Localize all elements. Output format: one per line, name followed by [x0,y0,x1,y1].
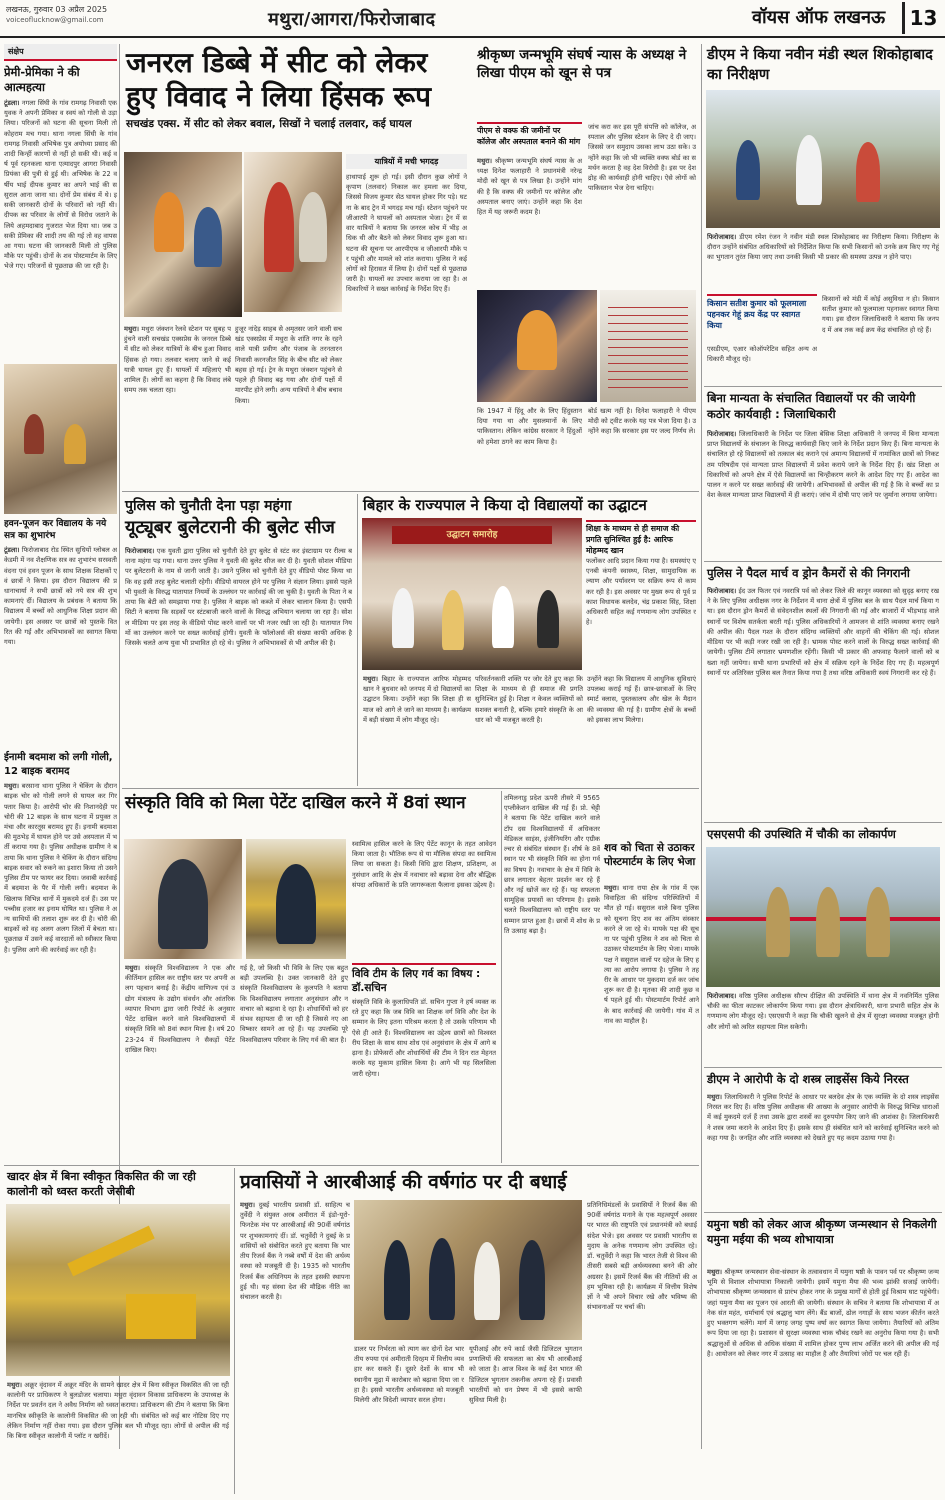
story-13-col-a: मथुरा। दुबई भारतीय प्रवासी डॉ. साहित्य चतुर्वेदी ने संयुक्त अरब अमीरात में इंडो-यूरो-फिनटेक मंच पर आरबीआई की 90वीं वर्षगांठ पर शुभकामनाएं दीं। डॉ. चतुर्वेदी ने दुबई के प्रवासियों को संबोधित करते हुए बताया कि भारतीय रिजर्व बैंक ने नब्बे वर्षों में देश की अर्थव्यवस्था को मजबूती दी है। 1935 को भारतीय रिजर्व बैंक अधिनियम के तहत इसकी स्थापना हुई थी। यह संस्था देश की मौद्रिक नीति का संचालन करती है। [240,1201,350,1301]
story-1-caption [346,154,467,169]
photo-figure [736,140,760,200]
story-5-dateline: फिरोजाबाद। [125,547,155,555]
edition-date: लखनऊ, गुरुवार 03 अप्रैल 2025 [6,5,108,14]
photo-figure [492,586,514,648]
photo-figure [519,1240,545,1320]
jcb-arm [67,1226,154,1277]
story-8-dateline: फिरोजाबाद। [707,992,737,1000]
story-10-col-a: तमिलनाडु प्रदेश ऊपरी तीसरे में 9565 एप्लीकेशन दाखिल की गई हैं। प्रो. चेट्टी ने बताया कि पेटेंट दाखिल करने वाले टॉप दस विश्वविद्यालयों में अधिकतर मेडिकल साइंस, इंजीनियरिंग और एग्रीकल्चर से संबंधित संस्थान हैं। शीर्ष के 8वें स्थान पर भी संस्कृति विवि का होना गर्व का विषय है। नवाचार के क्षेत्र में विवि के छात्र लगातार बेहतर प्रदर्शन कर रहे हैं और नई खोजें कर रहे हैं। यह सफलता सामूहिक प्रयासों का परिणाम है। इसके चलते विश्वविद्यालय को राष्ट्रीय स्तर पर सम्मान प्राप्त हुआ है। छात्रों में शोध के प्रति उत्साह बढ़ा है। [504,794,600,935]
story-3-body: फिरोजाबाद। डीएम रमेश रंजन ने नवीन मंडी स्थल शिकोहाबाद का निरीक्षण किया। निरीक्षण के दौरान उन्होंने संबंधित अधिकारियों को निर्देशित किया कि सभी किसानों को उनके क्रय किए गए गेहूं का भुगतान तुरंत किया जाए तथा उनकी किसी भी प्रकार की समस्या उत्पन्न न होने पाए। [707,233,939,262]
photo-figure [276,864,316,944]
story-9-headline: संस्कृति विवि को मिला पेटेंट दाखिल करने में 8वां स्थान [125,793,466,813]
story-14-headline: यमुना षष्ठी को लेकर आज श्रीकृष्ण जन्मस्थान से निकलेगी यमुना मईया की भव्य शोभायात्रा [707,1218,937,1247]
story-3-subhead: किसान सतीश कुमार को फूलमाला पहनकर गेहूं क्रय केंद्र पर स्वागत किया [707,294,817,332]
photo-figure [194,207,222,267]
photo-figure [442,590,464,650]
brief-3-body: मथुरा। बरसाना थाना पुलिस ने चेकिंग के दौरान बाइक चोर को गोली लगने से घायल कर गिरफ्तार किया है। आरोपी चोर की निशानदेही पर चोरी की 12 बाइक के साथ घटना में प्रयुक्त तमंचा और कारतूस बरामद हुए हैं। इनामी बदमाश की मुठभेड़ में घायल होने पर उसे अस्पताल में भर्ती कराया गया है। पुलिस अधीक्षक ग्रामीण ने बताया कि थाना पुलिस ने चेकिंग के दौरान संदिग्ध बाइक सवार को रुकने का इशारा किया तो उसने पुलिस टीम पर फायर कर दिया। जवाबी कार्रवाई में बदमाश के पैर में गोली लगी। बदमाश के खिलाफ विभिन्न थानों में मुकदमे दर्ज हैं। उस पर पच्चीस हजार का इनाम घोषित था। पुलिस ने अन्य साथियों की तलाश शुरू कर दी है। चोरी की बाइकों को वह अलग अलग जिलों में बेचता था। पूछताछ में उसने कई वारदातों को स्वीकार किया है। पुलिस आगे की कार्रवाई कर रही है। [4,782,117,954]
photo-figure [24,414,44,454]
story-9-sidebar-title: विवि टीम के लिए गर्व का विषय : डॉ.सचिन [352,963,496,995]
section-rule [704,1212,942,1213]
photo-figure [64,424,86,464]
story-11-body: मथुरा। जिलाधिकारी ने पुलिस रिपोर्ट के आधार पर बलदेव क्षेत्र के एक व्यक्ति के दो शस्त्र लाइसेंस निरस्त कर दिए हैं। वरिष्ठ पुलिस अधीक्षक की आख्या के अनुसार आरोपी के विरुद्ध विभिन्न धाराओं में कई मुकदमे दर्ज हैं तथा उसके द्वारा शस्त्रों का दुरुपयोग किए जाने की आशंका है। जिलाधिकारी ने शस्त्र जमा कराने के आदेश दिए हैं। इसके साथ ही संबंधित थाने को कार्रवाई सुनिश्चित करने को कहा गया है। जनहित और शांति व्यवस्था को देखते हुए यह कदम उठाया गया है। [707,1093,939,1142]
story-1-headline: जनरल डिब्बे में सीट को लेकर हुए विवाद ने लिया हिंसक रूप [126,46,432,114]
photo-figure [866,887,890,957]
story-2-dateline: मथुरा। [477,157,493,165]
letter-lines [608,300,688,392]
story-4-headline: बिना मान्यता के संचालित विद्यालयों पर की जायेगी कठोर कार्यवाही : जिलाधिकारी [707,391,916,421]
newspaper-brand: वॉयस ऑफ लखनऊ [752,7,886,28]
column-rule [234,1168,235,1494]
photo-figure [429,1238,455,1320]
brief-1-title: प्रेमी-प्रेमिका ने की आत्महत्या [4,65,80,94]
story-6-col-c: उन्होंने कहा कि विद्यालय में आधुनिक सुविधाएं उपलब्ध कराई गई हैं। छात्र-छात्राओं के लिए स्मार्ट क्लास, पुस्तकालय और खेल के मैदान की व्यवस्था की गई है। ग्रामीण क्षेत्रों के बच्चों को इसका लाभ मिलेगा। [587,675,696,724]
story-6-col-a: मथुरा। बिहार के राज्यपाल आरिफ मोहम्मद खान ने बुधवार को जनपद में दो विद्यालयों का उद्घाटन किया। उन्होंने कहा कि शिक्षा ही समाज को आगे ले जाने का माध्यम है। कार्यक्रम में बड़ी संख्या में लोग मौजूद रहे। [363,675,471,724]
story-4-body: फिरोजाबाद। जिलाधिकारी के निर्देश पर जिला बेसिक शिक्षा अधिकारी ने जनपद में बिना मान्यता प्राप्त विद्यालयों के संचालन के विरुद्ध कार्यवाही किए जाने के निर्देश प्रदान किए हैं। बिना मान्यता के संचालित हो रहे विद्यालयों को तत्काल बंद कराने एवं अमान्य विद्यालयों में नामांकित छात्रों को निकटतम परिषदीय एवं मान्यता प्राप्त विद्यालयों में प्रवेश कराये जाने के निर्देश दिए हैं। खंड शिक्षा अधिकारियों को अपने क्षेत्र में ऐसे विद्यालयों का चिन्हीकरण करने के आदेश दिए गए हैं। आदेश का पालन न करने पर सख्त कार्रवाई की जायेगी। अभिभावकों से अपील की गई है कि वे बच्चों का प्रवेश केवल मान्यता प्राप्त विद्यालयों में ही कराएं। जांच में दोषी पाए जाने पर जुर्माना लगाया जायेगा। [707,430,939,500]
story-1-right-text: हाथापाई शुरू हो गई। इसी दौरान कुछ लोगों ने कृपाण (तलवार) निकाल कर हमला कर दिया, जिससे विजय कुमार सेठ घायल होकर गिर पड़े। घटना के बाद ट्रेन में भगदड़ मच गई। स्टेशन पहुंचने पर जीआरपी ने घायलों को अस्पताल भेजा। ट्रेन में सवार यात्रियों ने बताया कि जनरल कोच में भीड़ अधिक थी और बैठने को लेकर विवाद शुरू हुआ था। घटना की सूचना पर आरपीएफ व जीआरपी मौके पर पहुंची और मामले को शांत कराया। पुलिस ने कई लोगों को हिरासत में लिया है। दोनों पक्षों से पूछताछ जारी है। घायलों का उपचार कराया जा रहा है। अधिकारियों ने सख्त कार्रवाई के निर्देश दिए हैं। [346,173,467,294]
story-9-col-b: गई है, जो किसी भी विवि के लिए एक बहुत बड़ी उपलब्धि है। उक्त जानकारी देते हुए संस्कृति विश्वविद्यालय के कुलपति ने बताया कि विश्वविद्यालय लगातार अनुसंधान और नवाचार को बढ़ावा दे रहा है। शोधार्थियों को हर संभव सहायता दी जा रही है जिससे नए आविष्कार सामने आ रहे हैं। यह उपलब्धि पूरे विश्वविद्यालय परिवार के लिए गर्व की बात है। [240,964,348,1044]
story-1-caption-text: यात्रियों में मची भगदड़ [374,157,439,166]
story-1-photo-main [124,152,242,317]
story-3-photo [706,90,940,228]
story-1-subhead: सचखंड एक्स. में सीट को लेकर बवाल, सिखों ने चलाई तलवार, कई घायल [126,118,412,131]
story-13-col-d: प्रतिनिधिमंडलों के प्रवासियों ने रिजर्व बैंक की 90वीं वर्षगांठ मनाने के एक महत्वपूर्ण अवसर पर भारत की राष्ट्रपति एवं प्रधानमंत्री को बधाई संदेश भेजे। इस अवसर पर प्रवासी भारतीय समुदाय के अनेक गणमान्य लोग उपस्थित रहे। डॉ. चतुर्वेदी ने कहा कि भारत तेजी से विश्व की तीसरी सबसे बड़ी अर्थव्यवस्था बनने की ओर अग्रसर है। इसमें रिजर्व बैंक की नीतियों की अहम भूमिका रही है। कार्यक्रम में वित्तीय विशेषज्ञों ने भी अपने विचार रखे और भविष्य की संभावनाओं पर चर्चा की। [587,1201,697,1312]
story-6-side: फलोंकर आदि प्रदान किया गया है। समस्यांए एएनबी कंपनी स्वास्थ्य, शिक्षा, सामुदायिक कल्याण और पर्यावरण पर सक्रिय रूप से काम कर रही है। इस अवसर पर मुख्य रूप से पूर्व प्रकाश विधायक बलदेव, चंद्र प्रकाश सिंह, शिक्षा अधिकारी सहित कई गणमान्य लोग उपस्थित रहे। [586,557,696,627]
story-9-dateline: मथुरा। [125,964,141,972]
photo-figure [766,887,790,957]
story-7-body: फिरोजाबाद। ईद उल फितर एवं नवरात्रि पर्व को लेकर जिले की कानून व्यवस्था को सुदृढ़ बनाए रखने के लिए पुलिस अधीक्षक नगर के निर्देशन में थाना क्षेत्रों में पुलिस बल के साथ पैदल मार्च किया गया। इस दौरान ड्रोन कैमरों से संवेदनशील स्थलों की निगरानी की गई और बाजारों में भीड़भाड़ वाले स्थानों पर विशेष सतर्कता बरती गई। पुलिस अधिकारियों ने आमजन से शांति व्यवस्था बनाए रखने की अपील की। पैदल गश्त के दौरान संदिग्ध व्यक्तियों और वाहनों की चेकिंग की गई। सोशल मीडिया पर भी कड़ी नजर रखी जा रही है। भ्रामक पोस्ट करने वालों के विरुद्ध सख्त कार्रवाई की जायेगी। पुलिस टीमें लगातार भ्रमणशील रहेंगी। किसी भी प्रकार की अफवाह फैलाने वालों को बख्शा नहीं जायेगा। सभी थाना प्रभारियों को क्षेत्र में सक्रिय रहने के निर्देश दिए गए हैं। महत्वपूर्ण स्थानों पर अतिरिक्त पुलिस बल तैनात किया गया है तथा वरिष्ठ अधिकारी स्वयं निगरानी कर रहे हैं। [707,587,939,677]
story-2-col-d: बोर्ड खत्म नहीं है। दिनेश फलाहारी ने पीएम मोदी को ट्वीट करके यह पत्र भेजा दिया है। उन्होंने कहा कि सरकार इस पर जल्द निर्णय ले। [588,407,696,436]
photo-figure [816,887,840,957]
story-3-body-c: एसडीएम, एआर कोऑपरेटिव सहित अन्य अधिकारी मौजूद रहे। [707,345,817,364]
story-arms-license [704,1070,942,1210]
photo-figure [856,142,880,202]
section-rule [704,1067,942,1068]
story-rbi-anniversary [237,1168,699,1496]
section-rule [4,1165,699,1166]
story-illegal-colony [4,1168,232,1496]
column-rule [701,44,702,1449]
story-governor-schools [360,494,699,786]
story-postmortem [504,791,699,1163]
story-6-headline: बिहार के राज्यपाल ने किया दो विद्यालयों का उद्घाटन [363,496,647,514]
story-2-col-b: जांच करा कर इस पूरी संपत्ति को कॉलेज, अस्पताल और पुलिस स्टेशन के लिए दे दी जाए। जिससे जन समुदाय उसका लाभ उठा सके। उन्होंने कहा कि जो भी व्यक्ति वक्फ बोर्ड का समर्थन करता है वह देश विरोधी है। इस पर देशद्रोह की कार्यवाही होनी चाहिए। ऐसे लोगों को पाकिस्तान भेज देना चाहिए। [588,123,696,193]
story-8-headline: एसएसपी की उपस्थिति में चौकी का लोकार्पण [707,827,896,841]
photo-figure [474,1242,500,1320]
section-rule [122,491,699,492]
story-11-headline: डीएम ने आरोपी के दो शस्त्र लाइसेंस किये निरस्त [707,1072,909,1086]
story-blood-letter [474,44,699,489]
jcb-body [126,1294,196,1339]
story-6-col-b: परिवर्तनकारी शक्ति पर जोर देते हुए कहा कि शिक्षा के माध्यम से ही समाज की प्रगति सुनिश्चित हुई है। शिक्षा न केवल व्यक्तियों को सशक्त बनाती है, बल्कि हमारे संस्कृति के आधार को भी मजबूत करती है। [475,675,583,724]
story-4-dateline: फिरोजाबाद। [707,430,737,438]
story-12-dateline: मथुरा। [7,1381,23,1389]
story-7-headline: पुलिस ने पैदल मार्च व ड्रोन कैमरों से की निगरानी [707,566,910,580]
story-1-col-a: मथुरा। मथुरा जंक्शन रेलवे स्टेशन पर सुबह पहुंचने वाली सचखंड एक्सप्रेस के जनरल डिब्बे में सीट को लेकर यात्रियों के बीच हुआ विवाद हिंसक हो गया। तलवार चलाए जाने से कई यात्री घायल हुए हैं। घायलों में महिलाएं भी शामिल हैं। लोगों का कहना है कि विवाद लंबे समय तक चलता रहा। [124,325,231,395]
story-2-letter-photo [600,290,696,402]
brief-3-title: ईनामी बदमाश को लगी गोली, 12 बाइक बरामद [4,752,113,777]
story-12-photo [6,1204,230,1376]
photo-figure [517,310,557,370]
brief-1-dateline: टूंडला। [4,98,20,107]
story-9-photo-b [246,839,346,959]
story-5-body: फिरोजाबाद। एक युवती द्वारा पुलिस को चुनौती देते हुए बुलेट से स्टंट कर इंस्टाग्राम पर रील्स बनाना महंगा पड़ गया। थाना उत्तर पुलिस ने युवती की बुलेट सीज कर दी है। युवती सोशल मीडिया पर बुलेटरानी के नाम से जानी जाती है। उसने पुलिस को चुनौती देते हुए वीडियो पोस्ट किया था कि वह इसी तरह बुलेट चलाती रहेगी। वीडियो वायरल होने पर पुलिस ने संज्ञान लिया। इससे पहले भी युवती के विरुद्ध यातायात नियमों के उल्लंघन पर कार्रवाई की जा चुकी है। युवती के पिता ने बताया कि बेटी को समझाया गया है। पुलिस ने बाइक को कब्जे में लेकर चालान किया है। एसपी सिटी ने बताया कि सड़कों पर स्टंटबाजी करने वालों के विरुद्ध अभियान चलाया जा रहा है। सोशल मीडिया पर इस तरह के वीडियो पोस्ट करने वालों पर भी नजर रखी जा रही है। यातायात नियमों का उल्लंघन करने पर सख्त कार्रवाई होगी। युवती के फॉलोअर्स की संख्या काफी अधिक है जिसके चलते अन्य युवा भी प्रभावित हो रहे थे। पुलिस ने अभिभावकों से भी अपील की है। [125,547,352,647]
story-13-col-b: डालर पर निर्भरता को त्याग कर दोनों देश भारतीय रुपया एवं अमीराती दिरहम में वित्तीय व्यवहार कर सकते हैं। दूसरे देशों के साथ भी स्थानीय मुद्रा में कारोबार को बढ़ावा दिया जा रहा है। इससे भारतीय अर्थव्यवस्था को मजबूती मिलेगी और विदेशी व्यापार सरल होगा। [354,1345,464,1405]
story-8-body: फिरोजाबाद। वरिष्ठ पुलिस अधीक्षक सौरभ दीक्षित की उपस्थिति में थाना क्षेत्र में नवनिर्मित पुलिस चौकी का फीता काटकर लोकार्पण किया गया। इस दौरान क्षेत्राधिकारी, थाना प्रभारी सहित क्षेत्र के गणमान्य लोग मौजूद रहे। एसएसपी ने कहा कि चौकी खुलने से क्षेत्र में सुरक्षा व्यवस्था मजबूत होगी और लोगों को त्वरित सहायता मिल सकेगी। [707,992,939,1031]
city-section-title: मथुरा/आगरा/फिरोजाबाद [268,9,436,30]
story-dm-mandi [704,44,942,384]
story-2-portrait [477,290,597,402]
brief-2-title: हवन-पूजन कर विद्यालय के नये सत्र का शुभारंभ [4,518,107,542]
briefs-section-tag: संक्षेप [4,44,117,61]
story-3-headline: डीएम ने किया नवीन मंडी स्थल शिकोहाबाद का निरीक्षण [707,47,933,83]
section-rule [122,788,699,789]
edition-email: voiceoflucknow@gmail.com [6,16,104,24]
story-13-dateline: मथुरा। [240,1201,256,1209]
story-14-dateline: मथुरा। [707,1268,723,1276]
story-13-col-c: यूपीआई और रुपे कार्ड जैसी डिजिटल भुगतान प्रणालियों की सफलता का श्रेय भी आरबीआई को जाता है। आज विश्व के कई देश भारत की डिजिटल भुगतान तकनीक अपना रहे हैं। प्रवासी भारतीयों को धन प्रेषण में भी इससे काफी सुविधा मिली है। [469,1345,582,1405]
story-9-col-c: स्वामित्व हासिल करने के लिए पेटेंट कानून के तहत आवेदन किया जाता है। भौतिक रूप से या मौलिक संपदा का स्वामित्व लिया जा सकता है। किसी विधि द्वारा शिक्षण, प्रशिक्षण, अनुसंधान आदि के क्षेत्र में नवाचार को बढ़ावा देना और बौद्धिक संपदा अधिकारों के प्रति जागरूकता फैलाना इसका उद्देश्य है। [352,840,496,889]
brief-1-body: टूंडला। नगला सिंघी के गांव रामगढ़ निवासी एक युवक ने अपनी प्रेमिका व स्वयं को गोली से उड़ा लिया। परिजनों को घटना की सूचना मिली तो कोहराम मच गया। थाना नगला सिंघी के गांव रामगढ़ निवासी अभिषेक पुत्र अयोध्या प्रसाद की शादी किन्हीं कारणों से नहीं हो सकी थी। कई वर्ष पूर्व रहनकला थाना एत्मादपुर आगरा निवासी प्रियंका की पुत्री से हुई थी। अभिषेक के 22 वर्षीय भाई दीपक कुमार का अपने भाई की ससुराल आना जाना था। दोनों प्रेम संबंध में थे। इसकी जानकारी दोनों के परिवारों को नहीं थी। दीपक का परिवार के लोगों से विरोध जताने के लिये अहमदाबाद गुजरात भेज दिया था। जब उसकी प्रेमिका की शादी तय की गई तो वह वापस आ गया। घटना की जानकारी मिली तो पुलिस मौके पर पहुंची। दोनों के शव पोस्टमार्टम के लिए भेजे गए। परिजनों से पूछताछ की जा रही है। [4,98,117,271]
brief-2-body: टूंडला। फिरोजाबाद रोड स्थित सुधियों ग्लोबल अकेडमी में नव शैक्षणिक सत्र का शुभारंभ सरस्वती वंदना एवं हवन पूजन के साथ शिक्षक शिक्षकों एवं छात्रों ने किया। इस दौरान विद्यालय की प्रधानाचार्या ने सभी छात्रों को नये सत्र की शुभकामनाएं दीं। विद्यालय के प्रबंधक ने बताया कि विद्यालय में बच्चों को आधुनिक शिक्षा प्रदान की जायेगी। इस अवसर पर छात्रों को पुस्तकें वितरित की गईं और अभिभावकों का स्वागत किया गया। [4,546,117,647]
brief-3-dateline: मथुरा। [4,782,20,791]
story-police-post [704,825,942,1065]
story-12-body: मथुरा। अक्रूर वृंदावन में अक्रूर मंदिर के सामने खादर क्षेत्र में बिना स्वीकृत विकसित की जा रही कालोनी पर प्राधिकरण ने बुलडोजर चलाया। मथुरा वृंदावन विकास प्राधिकरण के उपाध्यक्ष के निर्देश पर प्रवर्तन दल ने अवैध निर्माण को ध्वस्त कराया। प्राधिकरण की टीम ने बताया कि बिना मानचित्र स्वीकृति के कालोनी विकसित की जा रही थी। संबंधित को कई बार नोटिस दिए गए लेकिन निर्माण नहीं रोका गया। इस दौरान पुलिस बल भी मौजूद रहा। लोगों से अपील की गई कि बिना स्वीकृत कालोनी में प्लॉट न खरीदें। [7,1381,229,1441]
story-7-dateline: फिरोजाबाद। [707,587,737,595]
story-6-subhead: शिक्षा के माध्यम से ही समाज की प्रगति सुनिश्चित हुई है: आरिफ मोहम्मद खान [586,520,696,557]
story-police-march [704,564,942,819]
photo-figure [154,192,184,252]
story-14-body: मथुरा। श्रीकृष्ण जन्मस्थान सेवा-संस्थान के तत्वावधान में यमुना षष्ठी के पावन पर्व पर श्रीकृष्ण जन्मभूमि से विशाल शोभायात्रा निकाली जायेगी। इसमें यमुना मैया की भव्य झांकी सजाई जायेगी। शोभायात्रा श्रीकृष्ण जन्मस्थान से प्रारंभ होकर नगर के प्रमुख मार्गों से होती हुई विश्राम घाट पहुंचेगी। जहां यमुना मैया का पूजन एवं आरती की जायेगी। संस्थान के सचिव ने बताया कि शोभायात्रा में अनेक संत महंत, धर्माचार्य एवं श्रद्धालु भाग लेंगे। बैंड बाजों, ढोल नगाड़ों के साथ भजन कीर्तन करते हुए भक्तगण चलेंगे। मार्ग में जगह जगह पुष्प वर्षा कर स्वागत किया जायेगा। तैयारियों को अंतिम रूप दिया जा रहा है। प्रशासन से सुरक्षा व्यवस्था चाक चौबंद रखने का अनुरोध किया गया है। सभी श्रद्धालुओं से अधिक से अधिक संख्या में शामिल होकर पुण्य लाभ अर्जित करने की अपील की गई है। आयोजन को लेकर नगर में उत्साह का माहौल है और तैयारियां जोरों पर चल रही हैं। [707,1268,939,1358]
story-1-dateline: मथुरा। [124,325,140,333]
photo-figure [796,135,822,205]
story-9-col-a: मथुरा। संस्कृति विश्वविद्यालय ने एक और कीर्तिमान हासिल कर राष्ट्रीय स्तर पर अपनी अलग पहचान बनाई है। केंद्रीय वाणिज्य एवं उद्योग मंत्रालय के उद्योग संवर्धन और आंतरिक व्यापार विभाग द्वारा जारी रिपोर्ट के अनुसार पेटेंट दाखिल करने वाले विश्वविद्यालयों में संस्कृति विवि को 8वां स्थान मिला है। वर्ष 2023-24 में विश्वविद्यालय ने सैकड़ों पेटेंट दाखिल किए। [125,964,235,1054]
story-2-subhead: पीएम से वक्फ की जमीनों पर कॉलेज और अस्पताल बनाने की मांग [477,122,582,148]
photo-figure [384,1240,410,1320]
story-10-headline: शव को चिता से उठाकर पोस्टमार्टम के लिए भेजा [604,842,696,869]
brief-2-dateline: टूंडला। [4,546,20,555]
photo-figure [158,859,208,949]
story-8-photo [706,847,940,987]
page-header [0,0,945,38]
photo-figure [299,192,327,262]
brief-2-photo [4,364,117,514]
story-5-headline: यूट्यूबर बुलेटरानी की बुलेट सीज [125,517,335,538]
story-9-photo-a [124,839,242,959]
story-10-body: मथुरा। थाना राया क्षेत्र के गांव में एक विवाहिता की संदिग्ध परिस्थितियों में मौत हो गई। ससुराल वाले बिना पुलिस को सूचना दिए शव का अंतिम संस्कार करने ले जा रहे थे। मायके पक्ष की सूचना पर पहुंची पुलिस ने शव को चिता से उठाकर पोस्टमार्टम के लिए भेजा। मायके पक्ष ने ससुराल वालों पर दहेज के लिए हत्या का आरोप लगाया है। पुलिस ने तहरीर के आधार पर मुकदमा दर्ज कर जांच शुरू कर दी है। मृतका की शादी कुछ वर्ष पहले हुई थी। पोस्टमार्टम रिपोर्ट आने के बाद कार्रवाई की जायेगी। गांव में तनाव का माहौल है। [604,884,699,1025]
story-3-body-b: किसानों को मंडी में कोई असुविधा न हो। किसान सतीश कुमार को फूलमाला पहनाकर स्वागत किया गया। इस दौरान जिलाधिकारी ने बताया कि जनपद में अब तक कई क्रय केंद्र संचालित हो रहे हैं। [822,295,939,334]
story-9-sidebar-body: संस्कृति विवि के कुलाधिपति डॉ. सचिन गुप्ता ने हर्ष व्यक्त करते हुए कहा कि जब विवि का शिक्षक वर्ग विवि और देश के सम्मान के लिए इतना परिश्रम करता है तो उसके परिणाम भी ऐसे ही आते हैं। विश्वविद्यालय का उद्देश्य छात्रों को विश्वस्तरीय शिक्षा के साथ साथ शोध एवं अनुसंधान के क्षेत्र में आगे बढ़ाना है। प्रोफेसरों और शोधार्थियों की टीम ने दिन रात मेहनत करके यह मुकाम हासिल किया है। आगे भी यह सिलसिला जारी रहेगा। [352,998,496,1078]
photo-figure [264,182,294,272]
column-rule [357,494,358,786]
story-5-kicker: पुलिस को चुनौती देना पड़ा महंगा [125,498,292,514]
story-6-stage-banner: उद्घाटन समारोह [392,526,552,544]
story-unrecognized-schools [704,389,942,559]
story-bullet-rani [122,494,355,786]
section-rule [704,386,942,387]
story-10-dateline: मथुरा। [604,884,620,892]
story-13-photo [354,1200,582,1340]
story-13-headline: प्रवासियों ने आरबीआई की वर्षगांठ पर दी बधाई [240,1171,567,1193]
story-1-col-b: हुजूर नांदेड़ साहब से अमृतसर जाने वाली सचखंड एक्सप्रेस में मथुरा के शांति नगर के रहने वाले यात्री प्रवीण और पंजाब के तरनतारन निवासी करनजीत सिंह के बीच सीट को लेकर बहस हो गई। ट्रेन के मथुरा जंक्शन पहुंचने से पहले ही विवाद बढ़ गया और दोनों पक्षों में मारपीट होने लगी। अन्य यात्रियों ने बीच बचाव किया। [235,325,342,405]
section-rule [704,822,942,823]
story-yamuna-procession [704,1215,942,1497]
column-rule [501,791,502,1163]
story-2-headline: श्रीकृष्ण जन्मभूमि संघर्ष न्यास के अध्यक्ष ने लिखा पीएम को खून से पत्र [477,47,687,82]
story-train-clash [122,44,471,489]
section-rule [704,561,942,562]
story-6-photo [362,518,582,670]
photo-figure [392,588,414,648]
story-3-dateline: फिरोजाबाद। [707,233,737,241]
story-1-photo-injured [244,152,342,312]
story-2-col-c: कि 1947 में हिंदू और के लिए हिंदुस्तान दिया गया था और मुसलमानों के लिए पाकिस्तान। लेकिन कांग्रेस सरकार ने हिंदुओं को हमेशा ठगने का काम किया है। [477,407,582,446]
story-6-dateline: मथुरा। [363,675,379,683]
photo-figure [537,590,559,648]
page-number: 13 [902,2,942,34]
story-patent-university [122,791,499,1163]
story-11-dateline: मथुरा। [707,1093,723,1101]
story-12-headline: खादर क्षेत्र में बिना स्वीकृत विकसित की जा रही कालोनी को ध्वस्त करती जेसीबी [7,1170,196,1198]
story-2-col-a: मथुरा। श्रीकृष्ण जन्मभूमि संघर्ष न्यास के अध्यक्ष दिनेश फलाहारी ने प्रधानमंत्री नरेन्द्र मोदी को खून से पत्र लिखा है। उन्होंने मांग की है कि वक्फ की जमीनों पर कॉलेज और अस्पताल बनाए जाएं। उन्होंने कहा कि देश हित में यह जरूरी कदम है। [477,157,582,217]
